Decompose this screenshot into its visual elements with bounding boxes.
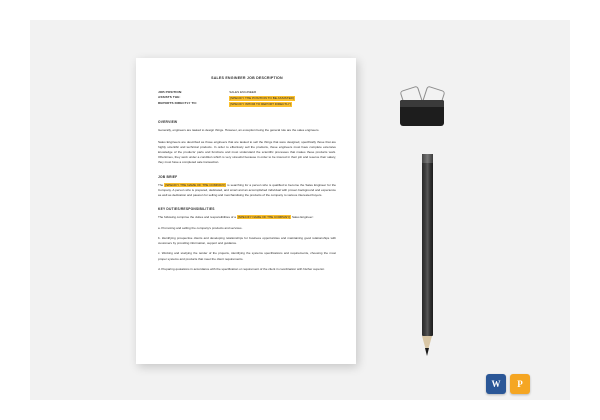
overview-paragraph-2: Sales Engineers are described as those engineers that are tasked to sell the things that were designed, specifically those that are highly scientific and technical products. In order to effectively sell the products, these engineers must have complete extensive knowledge of the products' parts and functions and must understand the scientific processes that makes these products work. Oftentimes, they work under a condition which is very stressful because in order to be insured in their job and reserve their salary, they must have a completed sale transaction.	[158, 139, 336, 165]
meta-value-highlight: [SPECIFY THE POSITION TO BE ASSISTED]	[230, 95, 294, 100]
meta-value-text: SALES ENGINEER	[229, 90, 257, 94]
document-meta-table	[158, 91, 336, 108]
meta-label-job-position: JOB POSITION:	[158, 90, 183, 94]
meta-row-reports-to	[158, 102, 336, 108]
binder-clip-icon	[394, 86, 450, 128]
pencil-body	[422, 154, 433, 336]
binder-clip-body	[400, 100, 444, 126]
document-title: SALES ENGINEER JOB DESCRIPTION	[211, 76, 283, 80]
section-key-duties	[158, 207, 336, 272]
format-badges	[486, 374, 530, 394]
key-duties-company-highlight: [SPECIFY NAME OF THE COMPANY]	[237, 215, 291, 220]
meta-value-highlight: [SPECIFY WHOM TO REPORT DIRECTLY]	[230, 101, 291, 106]
key-duty-d: d. Preparing quotations in accordance with the specification or requirement of the client in coordination with his/her superior.	[158, 266, 325, 271]
key-duty-b: b. Identifying prospective clients and developing relationships for business opportunities and maintaining good relationships with customers by providing information, support and guidance.	[158, 235, 336, 246]
section-heading-key-duties: KEY DUTIES/RESPONSIBILITIES	[158, 207, 215, 212]
key-duty-c: c. Working and studying the tender of the projects, identifying the systems specifications and requirements, choosing the most proper systems and products that meet the client requirements.	[158, 251, 336, 261]
overview-paragraph-1: Generally, engineers are tasked to design things. However, an exception being the general rule are the sales engineers.	[158, 128, 320, 133]
meta-label-assists-the: ASSISTS THE:	[158, 95, 181, 100]
pencil-ferrule	[422, 154, 433, 163]
word-format-badge[interactable]: W	[486, 374, 506, 394]
job-brief-company-highlight: [SPECIFY THE NAME OF THE COMPANY]	[165, 182, 226, 187]
section-job-brief	[158, 175, 336, 199]
pencil-icon	[422, 154, 433, 364]
pages-format-badge[interactable]: P	[510, 374, 530, 394]
pencil-graphite-tip	[425, 348, 429, 356]
section-heading-overview: OVERVIEW	[158, 120, 178, 125]
section-heading-job-brief: JOB BRIEF	[158, 174, 178, 179]
key-duties-intro: The following comprise the duties and responsibilities of a [SPECIFY NAME OF THE COMPANY] Sales Engineer:	[158, 215, 314, 220]
document-content	[158, 76, 336, 350]
meta-label-reports-to: REPORTS DIRECTLY TO:	[158, 101, 198, 106]
meta-value-reports-to	[229, 102, 336, 108]
job-brief-paragraph-1: The [SPECIFY THE NAME OF THE COMPANY] is searching for a person who is qualified to become the Sales Engineer for the Company. A person who is prepared, dedicated, and smart and an accomplished individual with proven background and experience as well as dedication and passion for selling and merchandising the products of the company to various interested buyers.	[158, 182, 337, 198]
key-duty-a: a. Promoting and selling the company's products and services.	[158, 225, 243, 230]
scene-background	[30, 20, 570, 400]
document-page[interactable]	[136, 58, 356, 364]
section-overview	[158, 120, 336, 165]
